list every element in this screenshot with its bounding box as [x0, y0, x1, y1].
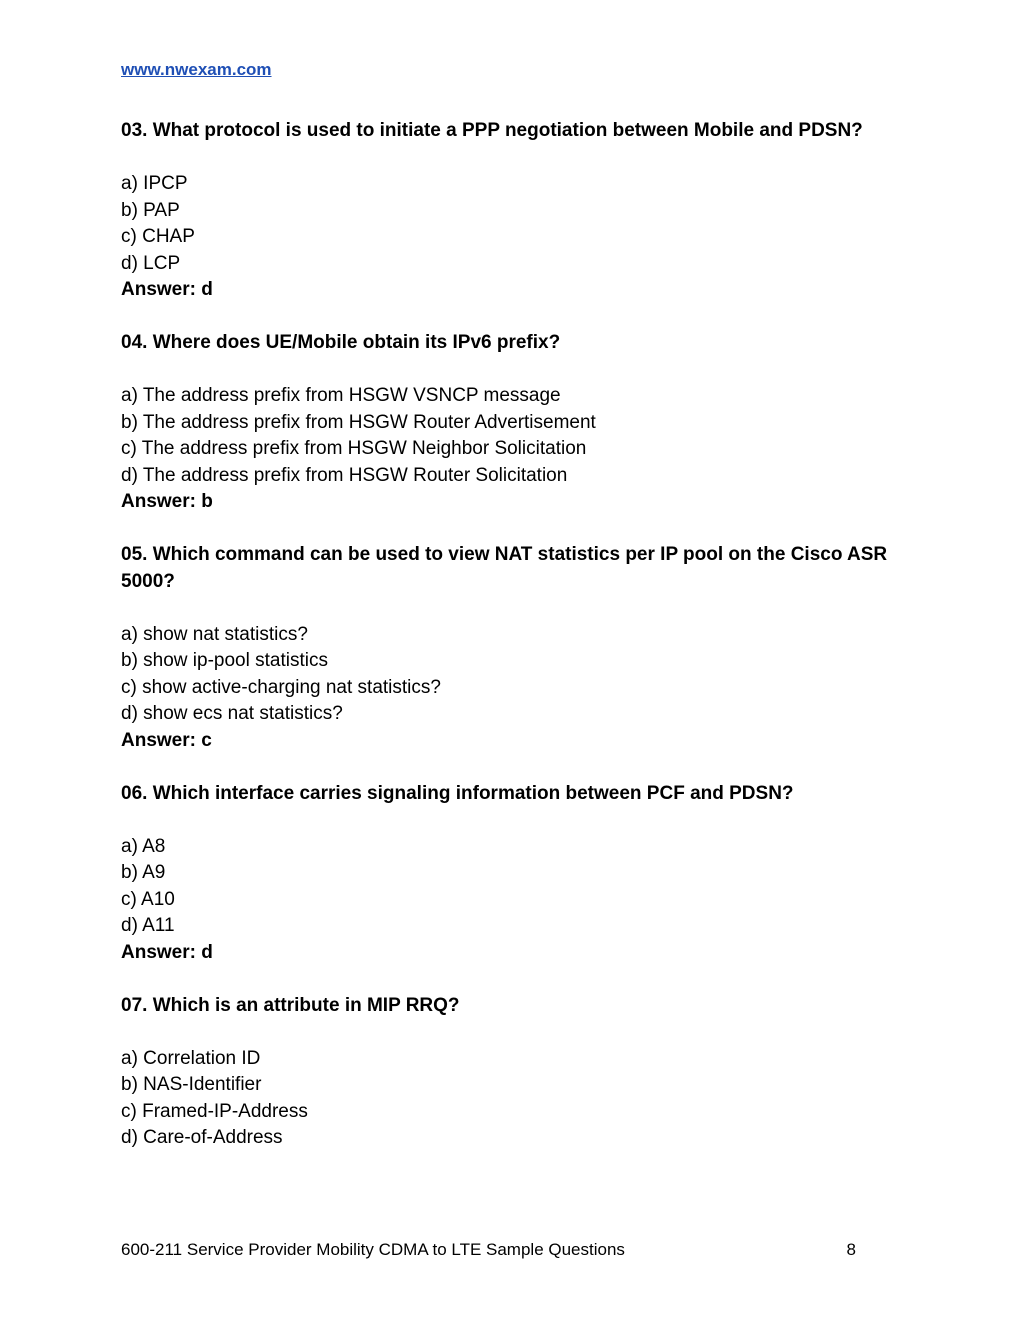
- option-list: [121, 171, 901, 277]
- option-c: c) Framed-IP-Address: [121, 1100, 308, 1122]
- option-b: b) show ip-pool statistics: [121, 650, 328, 671]
- option-list: [121, 834, 901, 940]
- header-link[interactable]: www.nwexam.com: [121, 60, 272, 79]
- option-b: b) The address prefix from HSGW Router Advertisement: [121, 411, 596, 433]
- page-footer: [121, 1240, 856, 1260]
- footer-title: 600-211 Service Provider Mobility CDMA to LTE Sample Questions: [121, 1240, 625, 1259]
- question-03: [121, 118, 901, 304]
- option-d: d) Care-of-Address: [121, 1127, 283, 1148]
- answer: Answer: c: [121, 729, 212, 751]
- option-a: a) IPCP: [121, 173, 188, 194]
- question-title: 06. Which interface carries signaling information between PCF and PDSN?: [121, 782, 794, 804]
- option-a: a) Correlation ID: [121, 1047, 261, 1069]
- option-b: b) PAP: [121, 199, 180, 221]
- answer: Answer: d: [121, 279, 213, 300]
- option-a: a) The address prefix from HSGW VSNCP message: [121, 385, 561, 406]
- question-04: [121, 330, 901, 516]
- option-list: [121, 622, 901, 728]
- question-05: [121, 542, 901, 754]
- answer: Answer: d: [121, 941, 213, 963]
- question-07: [121, 993, 901, 1152]
- option-list: [121, 1046, 901, 1152]
- option-a: a) A8: [121, 835, 166, 857]
- page-number: 8: [846, 1240, 856, 1259]
- question-list: [121, 118, 901, 1152]
- answer: Answer: b: [121, 491, 213, 512]
- question-title: 05. Which command can be used to view NAT statistics per IP pool on the Cisco ASR 5000?: [121, 544, 888, 592]
- option-c: c) A10: [121, 888, 175, 910]
- question-title: 07. Which is an attribute in MIP RRQ?: [121, 994, 460, 1016]
- option-d: d) The address prefix from HSGW Router Solicitation: [121, 464, 568, 486]
- option-d: d) A11: [121, 915, 175, 936]
- option-c: c) show active-charging nat statistics?: [121, 676, 441, 698]
- option-c: c) The address prefix from HSGW Neighbor Solicitation: [121, 438, 587, 459]
- option-a: a) show nat statistics?: [121, 623, 308, 645]
- option-b: b) NAS-Identifier: [121, 1074, 262, 1095]
- question-title: 03. What protocol is used to initiate a PPP negotiation between Mobile and PDSN?: [121, 120, 863, 141]
- question-06: [121, 781, 901, 967]
- option-list: [121, 383, 901, 489]
- question-title: 04. Where does UE/Mobile obtain its IPv6 prefix?: [121, 332, 561, 353]
- option-d: d) show ecs nat statistics?: [121, 703, 343, 724]
- option-d: d) LCP: [121, 252, 181, 274]
- option-c: c) CHAP: [121, 226, 195, 247]
- option-b: b) A9: [121, 862, 166, 883]
